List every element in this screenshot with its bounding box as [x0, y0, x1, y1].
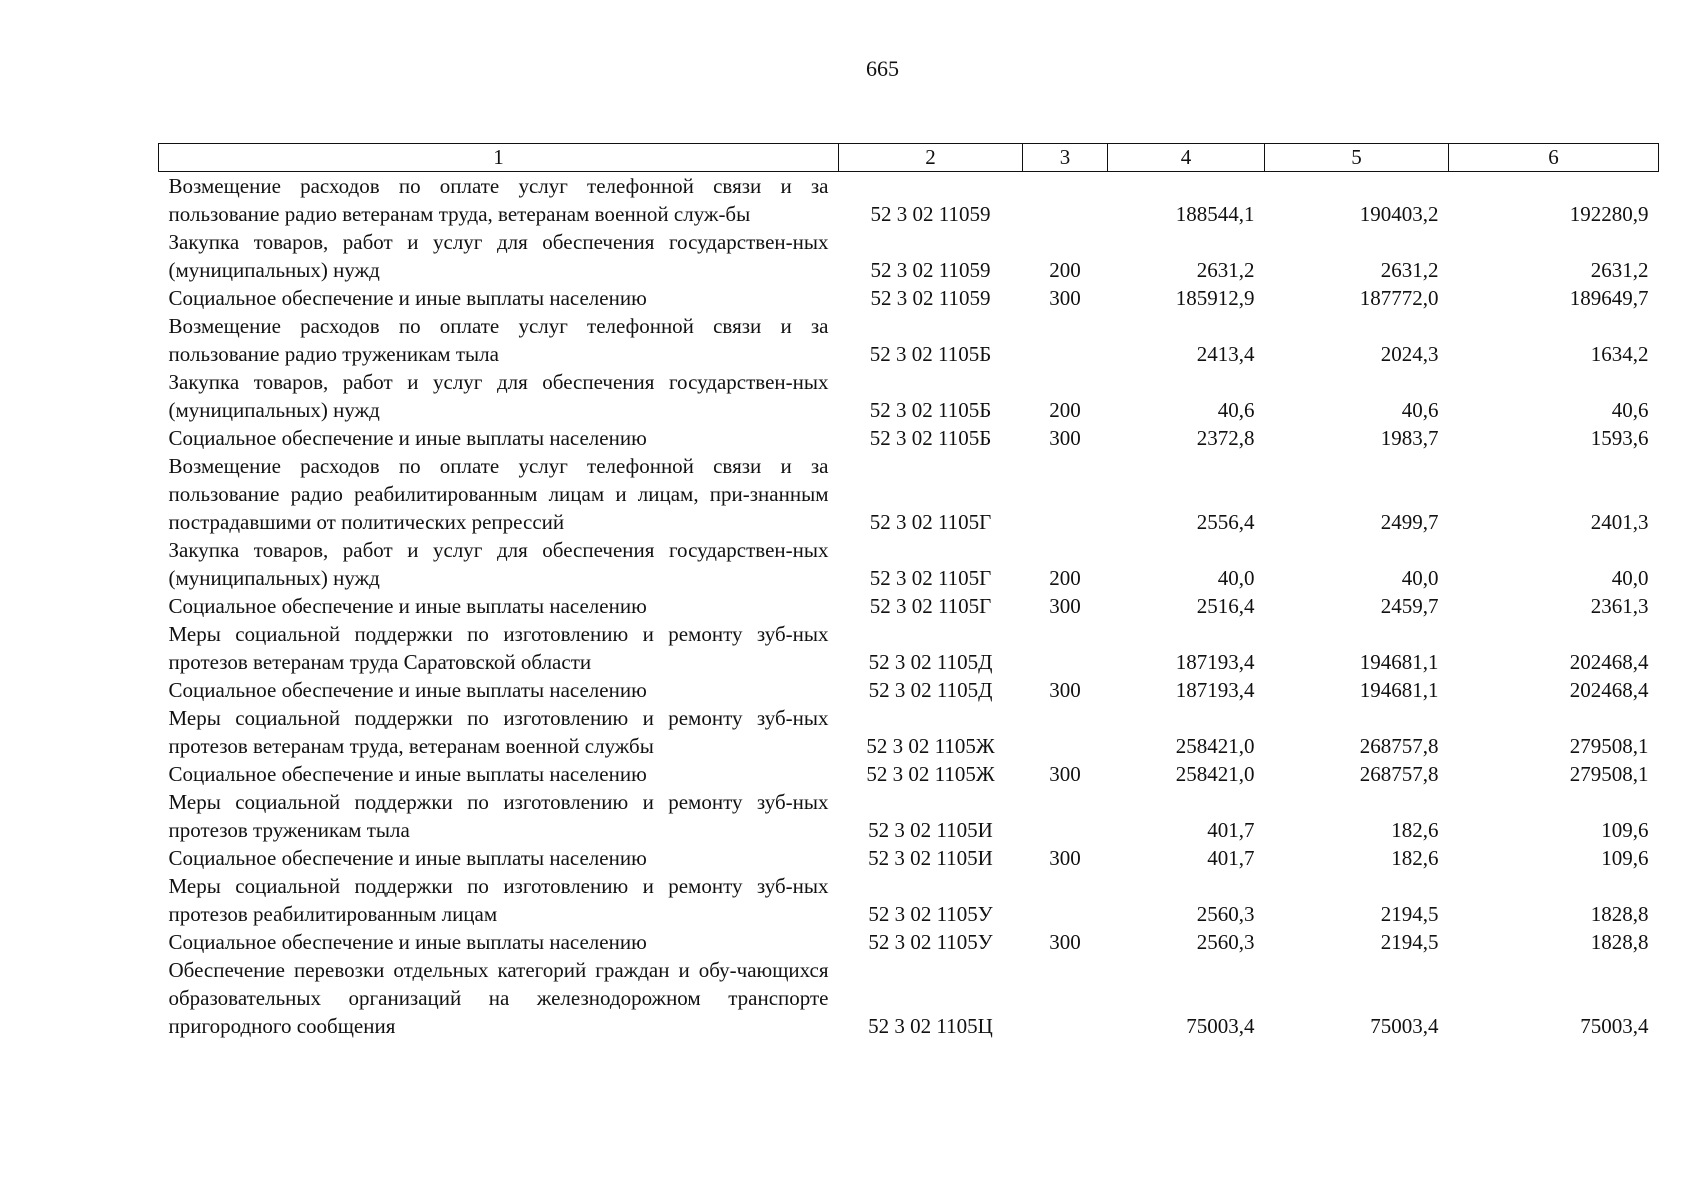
- row-value-col5: 40,6: [1401, 398, 1439, 422]
- row-code: 52 3 02 1105Д: [868, 678, 993, 702]
- row-value-col5: 40,0: [1401, 566, 1439, 590]
- row-expense-type: [1023, 620, 1108, 676]
- table-row: [159, 928, 1659, 956]
- row-value-col4: 2413,4: [1196, 342, 1255, 366]
- table-row: [159, 620, 1659, 676]
- row-name: Закупка товаров, работ и услуг для обеспечения государствен-ных (муниципальных) нужд: [168, 370, 829, 422]
- row-name: Возмещение расходов по оплате услуг телефонной связи и за пользование радио ветеранам труда, ветеранам военной служ-бы: [168, 174, 829, 226]
- row-value-col5: 190403,2: [1359, 202, 1439, 226]
- row-code: 52 3 02 1105И: [868, 818, 993, 842]
- table-row: [159, 760, 1659, 788]
- row-code: 52 3 02 11059: [870, 286, 991, 310]
- table-row: [159, 844, 1659, 872]
- row-expense-type: 300: [1049, 762, 1081, 786]
- table-row: [159, 872, 1659, 928]
- table-header: [159, 144, 1659, 172]
- table-row: [159, 452, 1659, 536]
- row-value-col5: 75003,4: [1370, 1014, 1439, 1038]
- table-row: [159, 536, 1659, 592]
- row-value-col6: 40,6: [1611, 398, 1649, 422]
- row-code: 52 3 02 1105У: [868, 930, 993, 954]
- row-name: Возмещение расходов по оплате услуг телефонной связи и за пользование радио реабилитированным лицам и лицам, при-знанным пострадавшими от политических репрессий: [168, 454, 829, 534]
- row-name: Закупка товаров, работ и услуг для обеспечения государствен-ных (муниципальных) нужд: [168, 230, 829, 282]
- row-code: 52 3 02 1105Д: [868, 650, 993, 674]
- table-row: [159, 592, 1659, 620]
- row-value-col6: 192280,9: [1569, 202, 1649, 226]
- row-code: 52 3 02 1105Б: [869, 426, 992, 450]
- header-col-1: 1: [159, 144, 839, 172]
- row-value-col5: 268757,8: [1359, 734, 1439, 758]
- row-code: 52 3 02 1105Г: [869, 566, 992, 590]
- header-col-4: 4: [1108, 144, 1265, 172]
- table-row: [159, 228, 1659, 284]
- row-name: Социальное обеспечение и иные выплаты населению: [168, 678, 647, 702]
- table-row: [159, 312, 1659, 368]
- row-value-col4: 40,0: [1217, 566, 1255, 590]
- row-expense-type: 300: [1049, 930, 1081, 954]
- row-expense-type: [1023, 956, 1108, 1040]
- table-row: [159, 284, 1659, 312]
- row-code: 52 3 02 1105И: [868, 846, 993, 870]
- row-code: 52 3 02 11059: [870, 258, 991, 282]
- row-name: Обеспечение перевозки отдельных категорий граждан и обу-чающихся образовательных организаций на железнодорожном транспорте пригородного сообщения: [168, 958, 829, 1038]
- row-value-col4: 2560,3: [1196, 930, 1255, 954]
- row-value-col4: 258421,0: [1175, 762, 1255, 786]
- row-value-col6: 1828,8: [1590, 902, 1649, 926]
- row-expense-type: [1023, 452, 1108, 536]
- row-value-col4: 40,6: [1217, 398, 1255, 422]
- row-value-col6: 109,6: [1601, 846, 1649, 870]
- row-value-col6: 2401,3: [1590, 510, 1649, 534]
- row-name: Возмещение расходов по оплате услуг телефонной связи и за пользование радио труженикам тыла: [168, 314, 829, 366]
- row-expense-type: 200: [1049, 566, 1081, 590]
- row-name: Социальное обеспечение и иные выплаты населению: [168, 426, 647, 450]
- row-name: Социальное обеспечение и иные выплаты населению: [168, 594, 647, 618]
- row-value-col6: 279508,1: [1569, 734, 1649, 758]
- row-value-col5: 1983,7: [1380, 426, 1439, 450]
- row-expense-type: [1023, 872, 1108, 928]
- row-name: Социальное обеспечение и иные выплаты населению: [168, 930, 647, 954]
- table-row: [159, 676, 1659, 704]
- row-value-col5: 2499,7: [1380, 510, 1439, 534]
- row-value-col4: 401,7: [1207, 818, 1255, 842]
- row-value-col5: 182,6: [1391, 818, 1439, 842]
- header-col-6: 6: [1449, 144, 1659, 172]
- row-value-col6: 2631,2: [1590, 258, 1649, 282]
- header-col-5: 5: [1265, 144, 1449, 172]
- row-value-col6: 189649,7: [1569, 286, 1649, 310]
- row-expense-type: 300: [1049, 594, 1081, 618]
- row-name: Социальное обеспечение и иные выплаты населению: [168, 762, 647, 786]
- header-col-2: 2: [839, 144, 1023, 172]
- table-row: [159, 788, 1659, 844]
- row-code: 52 3 02 1105Г: [869, 594, 992, 618]
- row-code: 52 3 02 1105Ж: [866, 734, 995, 758]
- row-value-col6: 1593,6: [1590, 426, 1649, 450]
- table-row: [159, 368, 1659, 424]
- row-value-col6: 202468,4: [1569, 650, 1649, 674]
- row-value-col5: 187772,0: [1359, 286, 1439, 310]
- row-name: Закупка товаров, работ и услуг для обеспечения государствен-ных (муниципальных) нужд: [168, 538, 829, 590]
- table-row: [159, 956, 1659, 1040]
- row-expense-type: [1023, 172, 1108, 229]
- table-row: [159, 424, 1659, 452]
- row-value-col6: 202468,4: [1569, 678, 1649, 702]
- row-name: Меры социальной поддержки по изготовлению и ремонту зуб-ных протезов ветеранам труда, ветеранам военной службы: [168, 706, 829, 758]
- row-value-col6: 75003,4: [1580, 1014, 1649, 1038]
- row-value-col5: 2631,2: [1380, 258, 1439, 282]
- table-body: [159, 172, 1659, 1041]
- row-value-col6: 279508,1: [1569, 762, 1649, 786]
- row-expense-type: 200: [1049, 258, 1081, 282]
- row-expense-type: [1023, 704, 1108, 760]
- row-value-col5: 2024,3: [1380, 342, 1439, 366]
- row-code: 52 3 02 1105Ж: [866, 762, 995, 786]
- row-value-col5: 2194,5: [1380, 902, 1439, 926]
- row-value-col4: 188544,1: [1175, 202, 1255, 226]
- row-name: Меры социальной поддержки по изготовлению и ремонту зуб-ных протезов труженикам тыла: [168, 790, 829, 842]
- page-number: 665: [866, 56, 899, 81]
- header-row: [159, 144, 1659, 172]
- row-expense-type: 300: [1049, 846, 1081, 870]
- budget-table: [158, 143, 1659, 1040]
- row-value-col6: 2361,3: [1590, 594, 1649, 618]
- row-value-col4: 185912,9: [1175, 286, 1255, 310]
- row-value-col6: 40,0: [1611, 566, 1649, 590]
- row-code: 52 3 02 11059: [870, 202, 991, 226]
- budget-table-container: [158, 143, 1658, 1040]
- row-code: 52 3 02 1105Г: [869, 510, 992, 534]
- row-expense-type: [1023, 312, 1108, 368]
- row-value-col5: 2194,5: [1380, 930, 1439, 954]
- row-value-col5: 194681,1: [1359, 678, 1439, 702]
- row-value-col4: 258421,0: [1175, 734, 1255, 758]
- row-name: Социальное обеспечение и иные выплаты населению: [168, 286, 647, 310]
- header-col-3: 3: [1023, 144, 1108, 172]
- row-value-col4: 2631,2: [1196, 258, 1255, 282]
- row-expense-type: 300: [1049, 426, 1081, 450]
- row-value-col4: 2556,4: [1196, 510, 1255, 534]
- row-value-col5: 2459,7: [1380, 594, 1439, 618]
- row-expense-type: 300: [1049, 286, 1081, 310]
- row-expense-type: 300: [1049, 678, 1081, 702]
- row-code: 52 3 02 1105Б: [869, 342, 992, 366]
- row-name: Социальное обеспечение и иные выплаты населению: [168, 846, 647, 870]
- row-value-col6: 109,6: [1601, 818, 1649, 842]
- row-value-col5: 194681,1: [1359, 650, 1439, 674]
- row-value-col4: 2372,8: [1196, 426, 1255, 450]
- row-value-col5: 182,6: [1391, 846, 1439, 870]
- row-value-col6: 1828,8: [1590, 930, 1649, 954]
- row-code: 52 3 02 1105У: [868, 902, 993, 926]
- row-value-col4: 401,7: [1207, 846, 1255, 870]
- row-expense-type: 200: [1049, 398, 1081, 422]
- row-value-col5: 268757,8: [1359, 762, 1439, 786]
- row-value-col4: 75003,4: [1186, 1014, 1255, 1038]
- table-row: [159, 704, 1659, 760]
- row-name: Меры социальной поддержки по изготовлению и ремонту зуб-ных протезов реабилитированным лицам: [168, 874, 829, 926]
- row-value-col4: 187193,4: [1175, 650, 1255, 674]
- row-name: Меры социальной поддержки по изготовлению и ремонту зуб-ных протезов ветеранам труда Саратовской области: [168, 622, 829, 674]
- row-code: 52 3 02 1105Б: [869, 398, 992, 422]
- row-code: 52 3 02 1105Ц: [868, 1014, 993, 1038]
- table-row: [159, 172, 1659, 229]
- row-value-col4: 2560,3: [1196, 902, 1255, 926]
- row-value-col6: 1634,2: [1590, 342, 1649, 366]
- row-value-col4: 2516,4: [1196, 594, 1255, 618]
- row-value-col4: 187193,4: [1175, 678, 1255, 702]
- row-expense-type: [1023, 788, 1108, 844]
